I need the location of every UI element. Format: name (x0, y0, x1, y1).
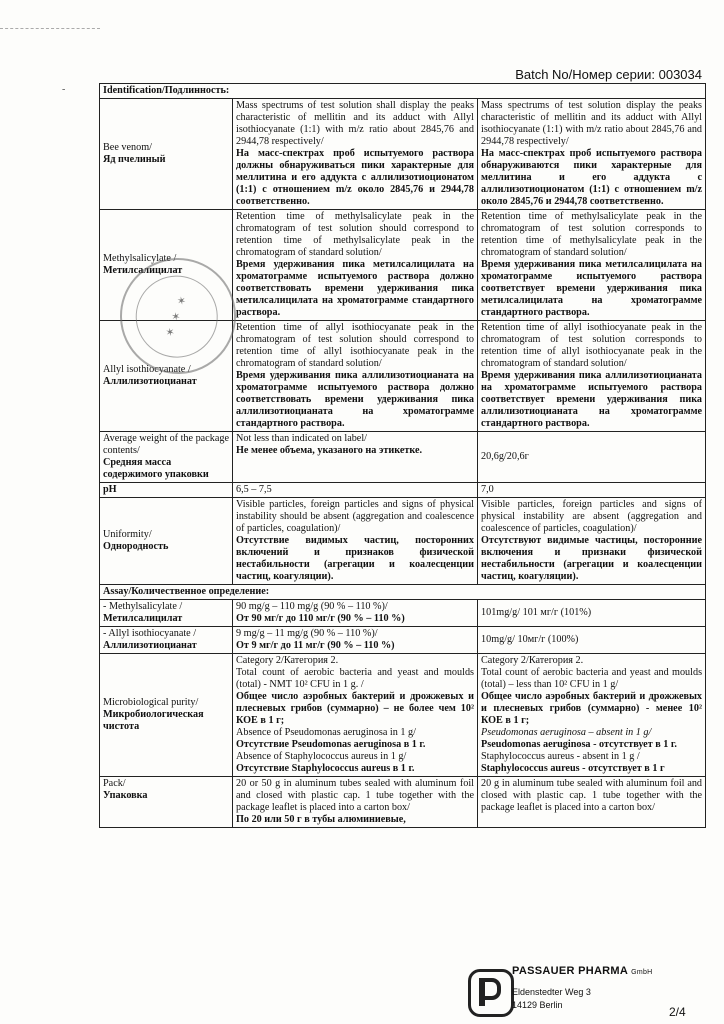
result-cell: 10mg/g/ 10мг/г (100%) (478, 627, 706, 654)
assay-header: Assay/Количественное определение: (100, 585, 706, 600)
result-en: Mass spectrums of test solution display the peaks characteristic of mellitin and its adduct with Allyl isothiocyanate (1:1) with m/z ratio about 2845,76 and 2944,78 respectively/ (481, 100, 703, 147)
spec-ru: От 90 мг/г до 110 мг/г (90 % – 110 %) (236, 613, 405, 624)
spec-ru: Не менее объема, указаного на этикетке. (236, 445, 423, 456)
seal-text-mark: ✶ ✶ ✶ (162, 292, 191, 339)
stamp-company-name: PASSAUER PHARMA (512, 965, 628, 977)
spec-cell (233, 432, 478, 483)
spec-ru: От 9 мг/г до 11 мг/г (90 % – 110 %) (236, 640, 395, 651)
row-label-bee-venom (100, 99, 233, 210)
result-en: Retention time of allyl isothiocyanate peak in the chromatogram of test solution corresponds to retention time of allyl isothiocyanate peak in the chromatogram of standard solution/ (481, 322, 703, 369)
label-ru: Упаковка (103, 790, 148, 801)
stamp-company (512, 965, 653, 977)
spec-ru: Время удерживания пика метилсалицилата на хроматограмме испытуемого раствора должно соответствовать времени удерживания пика метилсалицилата на хроматограмме стандартного раствора. (236, 259, 474, 318)
result-cell (478, 498, 706, 585)
label-en: Allyl isothiocyanate / (103, 364, 191, 375)
label-en: Average weight of the package contents/ (103, 433, 229, 456)
label-ru: Яд пчелиный (103, 154, 166, 165)
spec-cell (233, 210, 478, 321)
result-cell (478, 210, 706, 321)
result-cell: 101mg/g/ 101 мг/г (101%) (478, 600, 706, 627)
spec-total-en: Total count of aerobic bacteria and yeast and moulds (total) - NMT 10² CFU in 1 g. / (236, 667, 474, 690)
label-ru: Микробиологическая чистота (103, 709, 204, 732)
spec-en: Retention time of methylsalicylate peak in the chromatogram of test solution should correspond to retention time of methylsalicylate peak in the chromatogram of standard solution/ (236, 211, 474, 258)
result-staph-ru: Staphylococcus aureus - отсутствует в 1 г (481, 763, 665, 774)
spec-cell (233, 654, 478, 777)
label-en: Microbiological purity/ (103, 697, 199, 708)
result-ru: Время удерживания пика аллилизотиоцианата на хроматограмме испытуемого раствора соответствует времени удерживания пика аллилизотиоцианата на хроматограмме стандартного раствора. (481, 370, 703, 429)
row-label-ph: pH (100, 483, 233, 498)
row-label-assay-allyl (100, 627, 233, 654)
table-row (100, 600, 706, 627)
label-ru: Аллилизотиоцианат (103, 376, 197, 387)
spec-cell (233, 99, 478, 210)
spec-ru: Отсутствие видимых частиц, посторонних включений и признаков физической нестабильности (агрегации и коалесценции частиц, коагуляции). (236, 535, 474, 582)
identification-header: Identification/Подлинность: (100, 84, 706, 99)
spec-en: 90 mg/g – 110 mg/g (90 % – 110 %)/ (236, 601, 388, 612)
stamp-street: Eldenstedter Weg 3 (512, 987, 591, 997)
specification-table (99, 83, 706, 828)
row-label-pack (100, 777, 233, 828)
result-staph-en: Staphylococcus aureus - absent in 1 g / (481, 751, 640, 762)
spec-cell (233, 777, 478, 828)
result-cell (478, 99, 706, 210)
identification-header-row (100, 84, 706, 99)
result-cell (478, 321, 706, 432)
label-ru: Метилсалицилат (103, 265, 183, 276)
table-row (100, 627, 706, 654)
result-total-en: Total count of aerobic bacteria and yeast and moulds (total) – less than 10² CFU in 1 g/ (481, 667, 703, 690)
spec-category: Category 2/Категория 2. (236, 655, 339, 666)
label-en: Pack/ (103, 778, 126, 789)
result-cell: 7,0 (478, 483, 706, 498)
spec-en: 9 mg/g – 11 mg/g (90 % – 110 %)/ (236, 628, 378, 639)
label-en: - Methylsalicylate / (103, 601, 183, 612)
label-en: Bee venom/ (103, 142, 152, 153)
result-pseudo-ru: Pseudomonas aeruginosa - отсутствует в 1 г. (481, 739, 677, 750)
spec-ru: На масс-спектрах проб испытуемого раствора должны обнаруживаться пики характерные для меллитина и его аддукта с аллилизотиоционатом (1:1) с отношением m/z около 2845,76 и 2944,78 соответственно. (236, 148, 474, 207)
stamp-city: 14129 Berlin (512, 1000, 563, 1010)
table-row (100, 99, 706, 210)
label-en: Uniformity/ (103, 529, 152, 540)
row-label-uniformity (100, 498, 233, 585)
spec-cell: 6,5 – 7,5 (233, 483, 478, 498)
label-ru: Аллилизотиоцианат (103, 640, 197, 651)
table-row (100, 483, 706, 498)
spec-pseudo-en: Absence of Pseudomonas aeruginosa in 1 g/ (236, 727, 416, 738)
label-ru: Средняя масса содержимого упаковки (103, 457, 209, 480)
label-ru: Однородность (103, 541, 169, 552)
label-ru: Метилсалицилат (103, 613, 183, 624)
table-row (100, 654, 706, 777)
assay-header-row (100, 585, 706, 600)
spec-staph-ru: Отсутствие Staphylococcus aureus в 1 г. (236, 763, 415, 774)
result-cell (478, 654, 706, 777)
page-number: 2/4 (669, 1005, 686, 1019)
label-en: - Allyl isothiocyanate / (103, 628, 197, 639)
spec-en: Mass spectrums of test solution shall display the peaks characteristic of mellitin and its adduct with Allyl isothiocyanate (1:1) with m/z ratio about 2845,76 and 2944,78 respectively/ (236, 100, 474, 147)
result-cell (478, 777, 706, 828)
spec-en: Not less than indicated on label/ (236, 433, 367, 444)
spec-cell (233, 627, 478, 654)
label-en: Methylsalicylate / (103, 253, 177, 264)
result-ru: Отсутствуют видимые частицы, посторонние включения и признаки физической нестабильности (агрегации и коалесценции частиц, коагуляции). (481, 535, 703, 582)
row-label-weight (100, 432, 233, 483)
result-ru: На масс-спектрах проб испытуемого раствора обнаруживаются пики характерные для меллитина и его аддукта с аллилизотиоционатом (1:1) с отношением m/z около 2845,76 и 2944,78 соответственно. (481, 148, 703, 207)
result-en: 20 g in aluminum tube sealed with aluminum foil and closed with plastic cap. 1 tube together with the package leaflet is placed into a carton box/ (481, 778, 703, 813)
result-category: Category 2/Категория 2. (481, 655, 584, 666)
spec-en: Visible particles, foreign particles and signs of physical instability should be absent (aggregation and coalescence of particles, coagulation)/ (236, 499, 474, 534)
table-row (100, 432, 706, 483)
spec-en: 20 or 50 g in aluminum tubes sealed with aluminum foil and closed with plastic cap. 1 tube together with the package leaflet is placed into a carton box/ (236, 778, 474, 813)
result-en: Visible particles, foreign particles and signs of physical instability are absent (aggregation and coalescence of particles, coagulation)/ (481, 499, 703, 534)
row-label-assay-methyl (100, 600, 233, 627)
result-en: Retention time of methylsalicylate peak in the chromatogram of test solution corresponds to retention time of methylsalicylate peak in the chromatogram of standard solution/ (481, 211, 703, 258)
spec-ru: Время удерживания пика аллилизотиоцианата на хроматограмме испытуемого раствора должно соответствовать времени удерживания пика аллилизотиоцианата на хроматограмме стандартного раствора. (236, 370, 474, 429)
result-pseudo-en: Pseudomonas aeruginosa – absent in 1 g/ (481, 727, 652, 738)
result-total-ru: Общее число аэробных бактерий и дрожжевых и плесневых грибов (суммарно) - менее 10² КОЕ в 1 г; (481, 691, 703, 726)
spec-cell (233, 600, 478, 627)
row-label-micro (100, 654, 233, 777)
spec-en: Retention time of allyl isothiocyanate peak in the chromatogram of test solution should correspond to retention time of allyl isothiocyanate peak in the chromatogram of standard solution/ (236, 322, 474, 369)
spec-cell (233, 321, 478, 432)
result-ru: Время удерживания пика метилсалицилата на хроматограмме испытуемого раствора соответствует времени удерживания пика метилсалицилата на хроматограмме стандартного раствора. (481, 259, 703, 318)
table-row (100, 498, 706, 585)
spec-pseudo-ru: Отсутствие Pseudomonas aeruginosa в 1 г. (236, 739, 426, 750)
spec-staph-en: Absence of Staphylococcus aureus in 1 g/ (236, 751, 407, 762)
result-cell: 20,6g/20,6г (478, 432, 706, 483)
passauer-logo-icon (468, 969, 514, 1017)
spec-total-ru: Общее число аэробных бактерий и дрожжевых и плесневых грибов (суммарно) – не более чем 10² КОЕ в 1 г; (236, 691, 474, 726)
margin-mark: - (62, 84, 66, 95)
company-stamp (468, 965, 668, 1015)
scan-top-dashed-line (0, 28, 100, 29)
spec-ru: По 20 или 50 г в тубы алюминиевые, (236, 814, 406, 825)
batch-number: Batch No/Номер серии: 003034 (515, 67, 702, 82)
stamp-company-suffix: GmbH (631, 969, 653, 976)
spec-cell (233, 498, 478, 585)
table-row (100, 777, 706, 828)
